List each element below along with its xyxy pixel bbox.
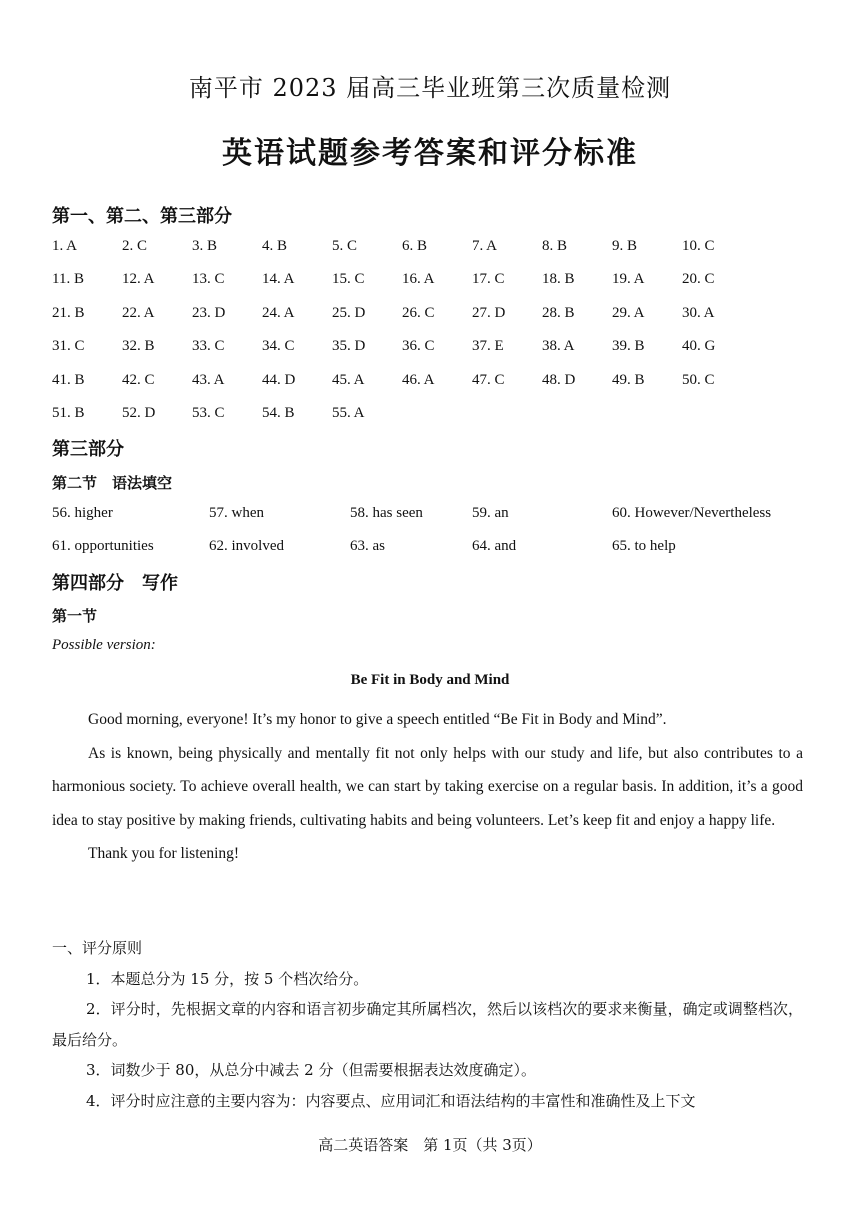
part-123-heading: 第一、第二、第三部分 xyxy=(52,206,232,227)
answer-item: 7. A xyxy=(472,238,498,254)
answer-item: 4. B xyxy=(262,238,288,254)
answer-item: 26. C xyxy=(402,304,435,321)
grammar-answer-item: 60. However/Nevertheless xyxy=(612,505,772,521)
document-title: 英语试题参考答案和评分标准 xyxy=(222,136,638,171)
grammar-answer-item: 59. an xyxy=(472,505,509,521)
part-4-heading: 第四部分 写作 xyxy=(52,573,178,594)
grammar-answer-item: 58. has seen xyxy=(350,505,423,521)
answer-item: 50. C xyxy=(682,371,715,388)
answer-item: 23. D xyxy=(192,304,226,321)
answer-item: 37. E xyxy=(472,338,504,355)
answer-item: 47. C xyxy=(472,371,505,388)
grammar-answer-row xyxy=(52,538,812,571)
answer-item: 46. A xyxy=(402,371,435,388)
answer-item: 16. A xyxy=(402,271,435,288)
answer-item: 42. C xyxy=(122,371,155,388)
answer-item: 22. A xyxy=(122,304,155,321)
answer-row xyxy=(52,338,812,371)
grading-item: 4．评分时应注意的主要内容为：内容要点、应用词汇和语法结构的丰富性和准确性及上下文 xyxy=(86,1091,696,1110)
essay-title: Be Fit in Body and Mind xyxy=(350,672,510,688)
answer-item: 28. B xyxy=(542,304,575,321)
answer-item: 55. A xyxy=(332,404,365,421)
grading-principles xyxy=(52,933,803,1116)
essay-paragraph: Thank you for listening! xyxy=(88,845,240,862)
answer-item: 45. A xyxy=(332,371,365,388)
possible-version-label: Possible version: xyxy=(52,637,156,653)
grammar-answer-item: 61. opportunities xyxy=(52,538,154,554)
answer-item: 40. G xyxy=(682,338,716,355)
answer-item: 19. A xyxy=(612,271,645,288)
answer-item: 24. A xyxy=(262,304,295,321)
answer-item: 8. B xyxy=(542,238,568,254)
answer-item: 41. B xyxy=(52,371,85,388)
answer-item: 29. A xyxy=(612,304,645,321)
grading-item: 1．本题总分为 15 分，按 5 个档次给分。 xyxy=(86,969,369,988)
answer-item: 34. C xyxy=(262,338,295,355)
grammar-answer-item: 65. to help xyxy=(612,538,676,554)
writing-section-heading: 第一节 xyxy=(52,607,98,625)
answer-item: 25. D xyxy=(332,304,366,321)
answer-item: 1. A xyxy=(52,238,78,254)
grading-item: 2．评分时，先根据文章的内容和语言初步确定其所属档次，然后以该档次的要求来衡量，确定或调整档次，最后给分。 xyxy=(52,1000,803,1049)
essay-paragraph: Good morning, everyone! It’s my honor to give a speech entitled “Be Fit in Body and Mind”. xyxy=(88,711,667,728)
answer-item: 15. C xyxy=(332,271,365,288)
answer-item: 36. C xyxy=(402,338,435,355)
answer-item: 21. B xyxy=(52,304,85,321)
exam-title: 南平市 2023 届高三毕业班第三次质量检测 xyxy=(188,74,672,102)
answer-item: 32. B xyxy=(122,338,155,355)
answer-item: 6. B xyxy=(402,238,428,254)
answer-item: 17. C xyxy=(472,271,505,288)
answer-item: 43. A xyxy=(192,371,225,388)
grammar-answer-item: 62. involved xyxy=(209,538,284,554)
grammar-answer-item: 56. higher xyxy=(52,505,113,521)
answer-item: 30. A xyxy=(682,304,715,321)
answer-row xyxy=(52,305,812,338)
answer-item: 39. B xyxy=(612,338,645,355)
answer-item: 10. C xyxy=(682,238,715,254)
answer-item: 14. A xyxy=(262,271,295,288)
answer-item: 31. C xyxy=(52,338,85,355)
answer-item: 20. C xyxy=(682,271,715,288)
answer-item: 49. B xyxy=(612,371,645,388)
answer-item: 5. C xyxy=(332,238,358,254)
grammar-answer-item: 63. as xyxy=(350,538,385,554)
answer-item: 27. D xyxy=(472,304,506,321)
answer-row xyxy=(52,271,812,304)
answer-item: 54. B xyxy=(262,404,295,421)
grammar-answer-item: 57. when xyxy=(209,505,264,521)
answer-item: 35. D xyxy=(332,338,366,355)
answer-item: 48. D xyxy=(542,371,576,388)
grammar-answer-row xyxy=(52,505,812,538)
essay-paragraph: As is known, being physically and mentally fit not only helps with our study and life, but also contributes to a harmonious society. To achieve overall health, we can start by taking exercise on a regular basis. In addition, it’s a good idea to stay positive by making friends, cultivating habits and being volunteers. Let’s keep fit and enjoy a happy life. xyxy=(52,744,803,829)
answer-item: 2. C xyxy=(122,238,148,254)
answer-item: 38. A xyxy=(542,338,575,355)
page-footer: 高二英语答案 第 1页（共 3页） xyxy=(318,1136,542,1154)
answer-item: 9. B xyxy=(612,238,638,254)
grading-heading: 一、评分原则 xyxy=(52,939,143,957)
answer-item: 33. C xyxy=(192,338,225,355)
answer-grid-grammar xyxy=(52,505,812,571)
answer-item: 3. B xyxy=(192,238,218,254)
answer-item: 11. B xyxy=(52,271,84,288)
part-3-heading: 第三部分 xyxy=(52,439,124,460)
grammar-section-heading: 第二节 语法填空 xyxy=(52,474,173,492)
answer-item: 44. D xyxy=(262,371,296,388)
answer-item: 12. A xyxy=(122,271,155,288)
answer-grid-part-123 xyxy=(52,238,812,438)
answer-row xyxy=(52,405,812,438)
answer-item: 51. B xyxy=(52,404,85,421)
grammar-answer-item: 64. and xyxy=(472,538,517,554)
sample-essay xyxy=(52,703,803,871)
answer-item: 52. D xyxy=(122,404,156,421)
answer-row xyxy=(52,372,812,405)
answer-item: 13. C xyxy=(192,271,225,288)
answer-item: 18. B xyxy=(542,271,575,288)
answer-row xyxy=(52,238,812,271)
grading-item: 3．词数少于 80，从总分中减去 2 分（但需要根据表达效度确定）。 xyxy=(86,1061,536,1079)
answer-item: 53. C xyxy=(192,404,225,421)
